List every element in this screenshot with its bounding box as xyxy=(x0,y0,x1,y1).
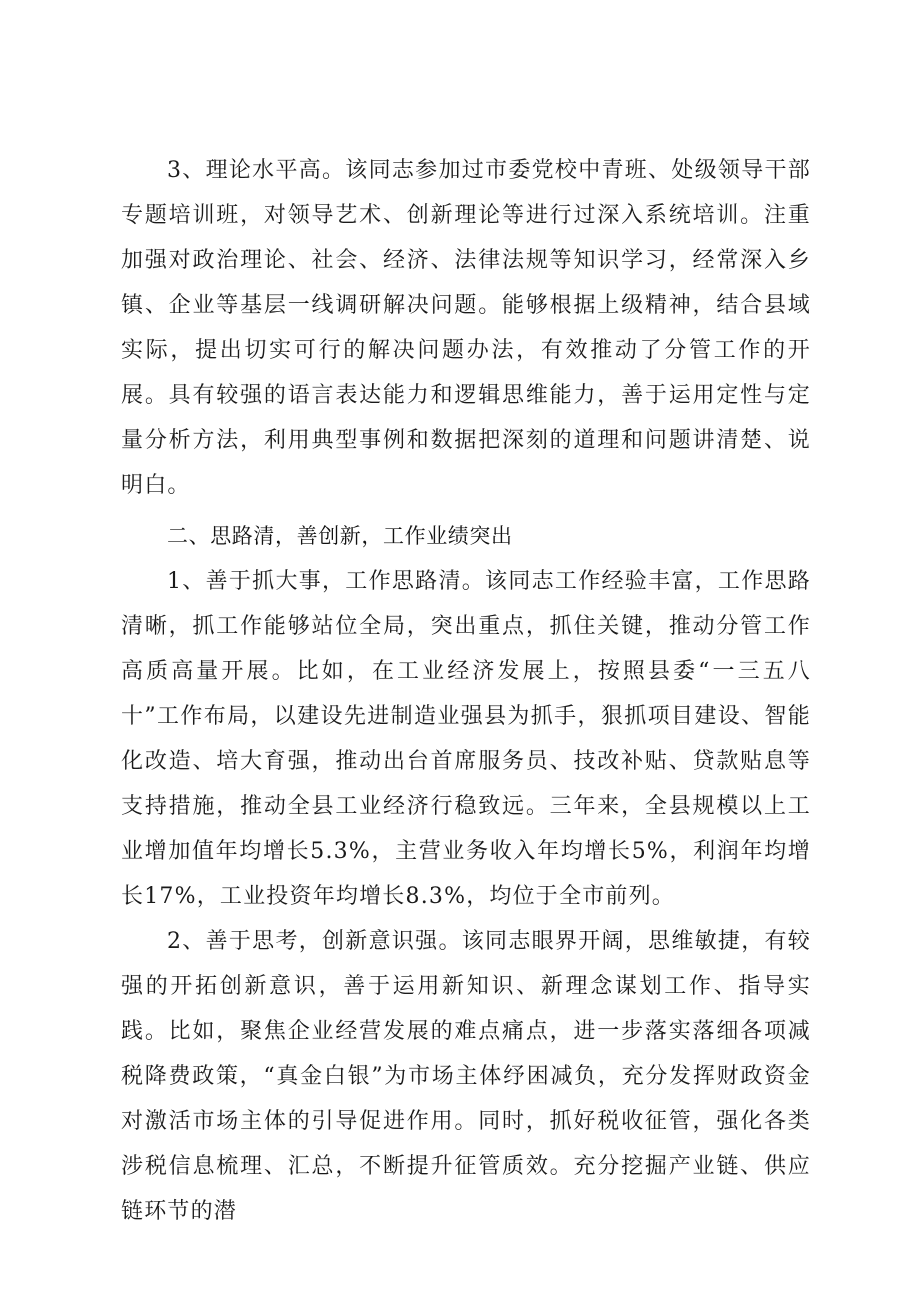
paragraph-innovation: 2、善于思考，创新意识强。该同志眼界开阔，思维敏捷，有较强的开拓创新意识，善于运用新知识、新理念谋划工作、指导实践。比如，聚焦企业经营发展的难点痛点，进一步落实落细各项减税降费政策，“真金白银”为市场主体纾困减负，充分发挥财政资金对激活市场主体的引导促进作用。同时，抓好税收征管，强化各类涉税信息梳理、汇总，不断提升征管质效。充分挖掘产业链、供应链环节的潜 xyxy=(121,929,811,1224)
paragraph-big-picture: 1、善于抓大事，工作思路清。该同志工作经验丰富，工作思路清晰，抓工作能够站位全局，突出重点，抓住关键，推动分管工作高质高量开展。比如，在工业经济发展上，按照县委“一三五八十”工作布局，以建设先进制造业强县为抓手，狠抓项目建设、智能化改造、培大育强，推动出台首席服务员、技改补贴、贷款贴息等支持措施，推动全县工业经济行稳致远。三年来，全县规模以上工业增加值年均增长5.3%，主营业务收入年均增长5%，利润年均增长17%，工业投资年均增长8.3%，均位于全市前列。 xyxy=(121,569,811,909)
section-heading-2: 二、思路清，善创新，工作业绩突出 xyxy=(167,524,513,548)
document-body xyxy=(121,148,811,1234)
paragraph-theory-level: 3、理论水平高。该同志参加过市委党校中青班、处级领导干部专题培训班，对领导艺术、创新理论等进行过深入系统培训。注重加强对政治理论、社会、经济、法律法规等知识学习，经常深入乡镇、企业等基层一线调研解决问题。能够根据上级精神，结合县域实际，提出切实可行的解决问题办法，有效推动了分管工作的开展。具有较强的语言表达能力和逻辑思维能力，善于运用定性与定量分析方法，利用典型事例和数据把深刻的道理和问题讲清楚、说明白。 xyxy=(121,158,811,498)
